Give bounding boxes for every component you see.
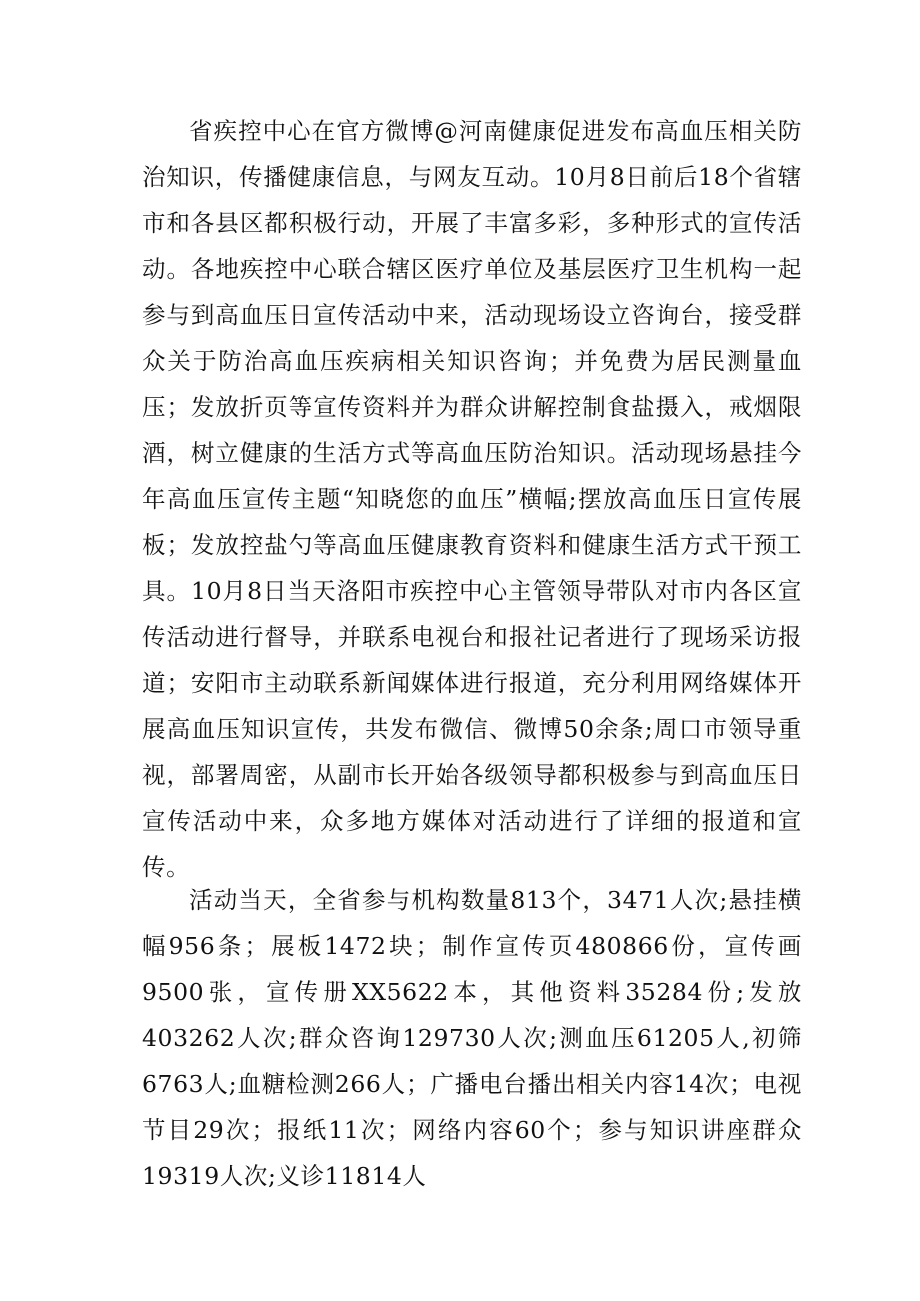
body-paragraph-1: 省疾控中心在官方微博@河南健康促进发布高血压相关防治知识，传播健康信息，与网友互动。10月8日前后18个省辖市和各县区都积极行动，开展了丰富多彩，多种形式的宣传活动。各地疾控中心联合辖区医疗单位及基层医疗卫生机构一起参与到高血压日宣传活动中来，活动现场设立咨询台，接受群众关于防治高血压疾病相关知识咨询；并免费为居民测量血压；发放折页等宣传资料并为群众讲解控制食盐摄入，戒烟限酒，树立健康的生活方式等高血压防治知识。活动现场悬挂今年高血压宣传主题“知晓您的血压”横幅;摆放高血压日宣传展板；发放控盐勺等高血压健康教育资料和健康生活方式干预工具。10月8日当天洛阳市疾控中心主管领导带队对市内各区宣传活动进行督导，并联系电视台和报社记者进行了现场采访报道；安阳市主动联系新闻媒体进行报道，充分利用网络媒体开展高血压知识宣传，共发布微信、微博50余条;周口市领导重视，部署周密，从副市长开始各级领导都积极参与到高血压日宣传活动中来，众多地方媒体对活动进行了详细的报道和宣传。 xyxy=(142,117,802,881)
body-paragraph-2: 活动当天，全省参与机构数量813个，3471人次;悬挂横幅956条；展板1472块；制作宣传页480866份，宣传画9500张，宣传册XX5622本，其他资料35284份;发放403262人次;群众咨询129730人次;测血压61205人,初筛6763人;血糖检测266人；广播电台播出相关内容14次；电视节目29次；报纸11次；网络内容60个；参与知识讲座群众19319人次;义诊11814人 xyxy=(142,886,802,1190)
